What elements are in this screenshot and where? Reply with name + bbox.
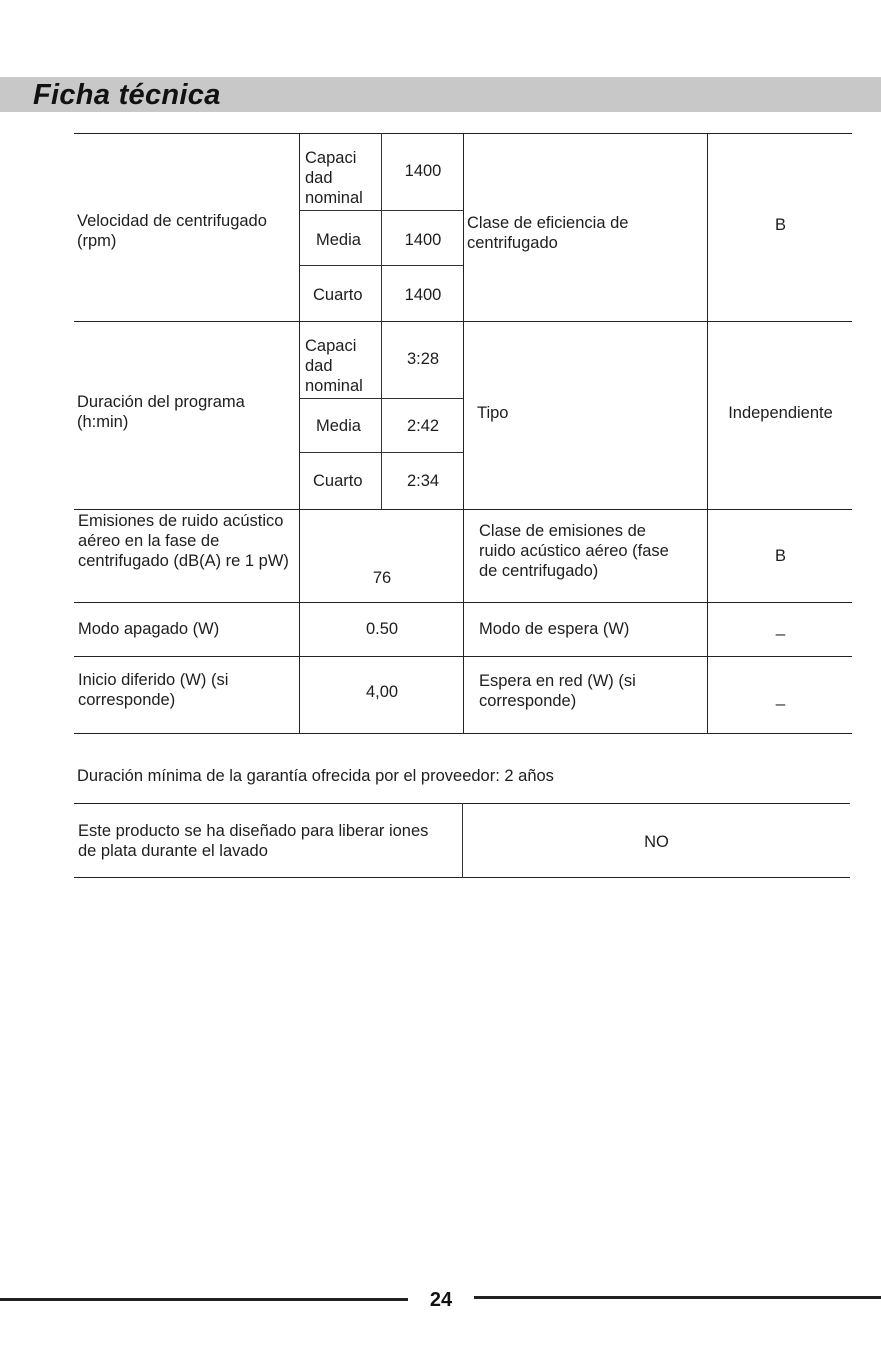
page-title: Ficha técnica <box>33 79 221 111</box>
standby-value: _ <box>775 618 786 636</box>
duration-label: Duración del programa (h:min) <box>77 393 245 431</box>
delay-start-value: 4,00 <box>365 683 399 701</box>
duration-quarter-value: 2:34 <box>406 472 440 490</box>
type-label: Tipo <box>477 404 509 422</box>
spin-class-value: B <box>774 216 786 234</box>
row-label-rated: Capaci dad nominal <box>305 337 363 395</box>
warranty-text: Duración mínima de la garantía ofrecida por el proveedor: 2 años <box>77 767 554 785</box>
table-line <box>299 133 300 734</box>
off-mode-value: 0.50 <box>365 620 399 638</box>
noise-label: Emisiones de ruido acústico aéreo en la fase de centrifugado (dB(A) re 1 pW) <box>78 512 289 570</box>
off-mode-label: Modo apagado (W) <box>78 620 220 638</box>
duration-half-value: 2:42 <box>406 417 440 435</box>
row-label-half: Media <box>316 417 361 435</box>
table-line <box>381 133 382 509</box>
row-label-half: Media <box>316 231 361 249</box>
spin-speed-label: Velocidad de centrifugado (rpm) <box>77 212 267 250</box>
network-standby-value: _ <box>775 688 786 706</box>
noise-value: 76 <box>372 569 392 587</box>
delay-start-label: Inicio diferido (W) (si corresponde) <box>78 671 229 709</box>
table-line <box>707 133 708 734</box>
spin-class-label: Clase de eficiencia de centrifugado <box>467 214 629 252</box>
footer-rule-right <box>474 1296 881 1299</box>
network-standby-label: Espera en red (W) (si corresponde) <box>479 672 636 710</box>
spin-rated-value: 1400 <box>404 162 442 180</box>
duration-rated-value: 3:28 <box>406 350 440 368</box>
type-value: Independiente <box>728 404 833 422</box>
silver-ions-value: NO <box>644 833 669 851</box>
noise-class-label: Clase de emisiones de ruido acústico aéreo (fase de centrifugado) <box>479 522 669 580</box>
spin-half-value: 1400 <box>404 231 442 249</box>
standby-label: Modo de espera (W) <box>479 620 630 638</box>
row-label-quarter: Cuarto <box>313 286 363 304</box>
footer-rule-left <box>0 1298 408 1301</box>
page-number: 24 <box>429 1289 453 1311</box>
section-header <box>0 77 881 112</box>
silver-ions-label: Este producto se ha diseñado para liberar iones de plata durante el lavado <box>78 822 429 860</box>
spin-quarter-value: 1400 <box>404 286 442 304</box>
row-label-quarter: Cuarto <box>313 472 363 490</box>
noise-class-value: B <box>774 547 786 565</box>
row-label-rated: Capaci dad nominal <box>305 149 363 207</box>
